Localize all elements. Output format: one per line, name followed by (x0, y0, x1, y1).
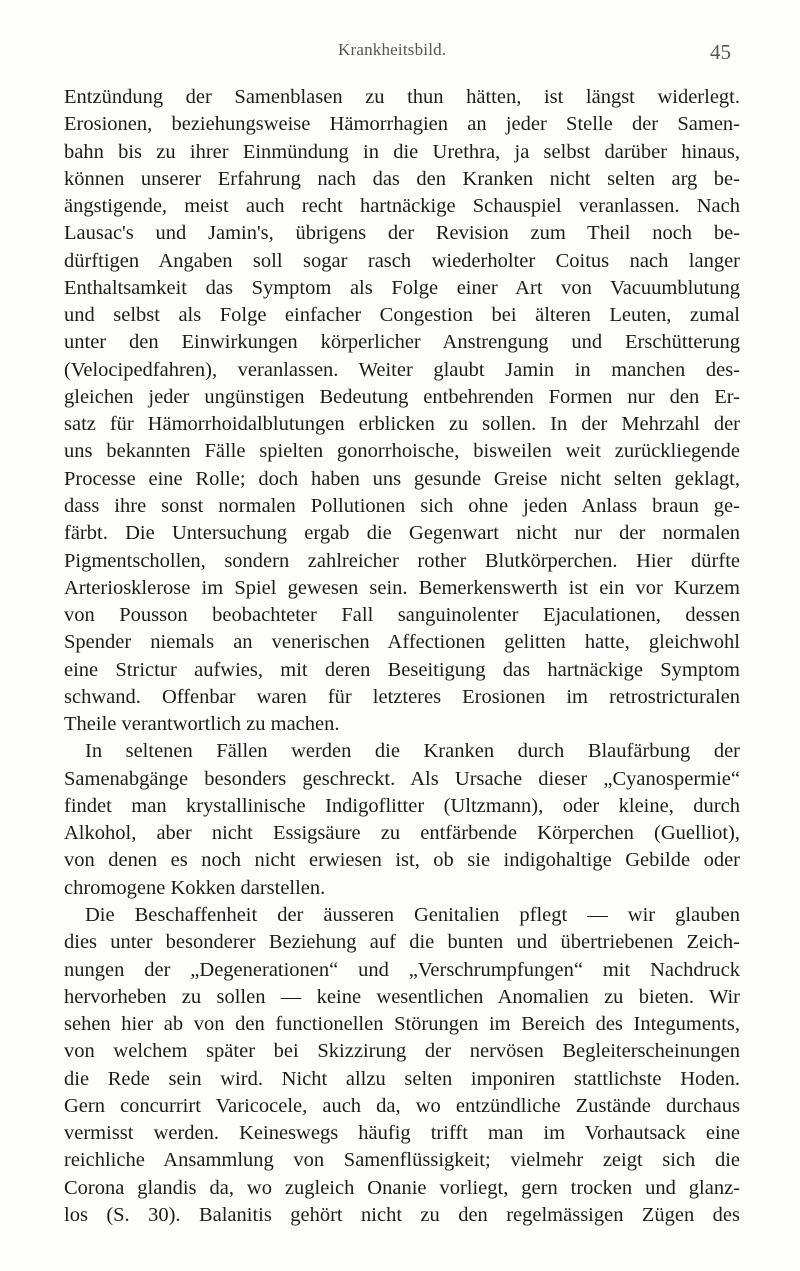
text-line: Samenabgänge besonders geschreckt. Als Ursache dieser „Cyanospermie“ (64, 767, 740, 790)
text-line: Entzündung der Samenblasen zu thun hätten, ist längst widerlegt. (64, 86, 740, 108)
text-line: Erosionen, beziehungsweise Hämorrhagien an jeder Stelle der Samen- (64, 113, 740, 136)
text-line: die Rede sein wird. Nicht allzu selten imponiren stattlichste Hoden. (64, 1067, 740, 1090)
text-line: Gern concurrirt Varicocele, auch da, wo entzündliche Zustände durchaus (64, 1094, 740, 1117)
text-line: Die Beschaffenheit der äusseren Genitalien pflegt — wir glauben (85, 903, 740, 926)
text-line: Spender niemals an venerischen Affectionen gelitten hatte, gleichwohl (64, 631, 740, 654)
text-line: eine Strictur aufwies, mit deren Beseitigung das hartnäckige Symptom (64, 658, 740, 681)
body-text (64, 84, 740, 1229)
text-line: ängstigende, meist auch recht hartnäckige Schauspiel veranlassen. Nach (64, 195, 740, 218)
text-line: Lausac's und Jamin's, übrigens der Revision zum Theil noch be- (64, 222, 740, 245)
text-line: sehen hier ab von den functionellen Störungen im Bereich des Integuments, (64, 1013, 740, 1036)
text-line: schwand. Offenbar waren für letzteres Erosionen im retrostricturalen (64, 685, 740, 708)
text-line: von welchem später bei Skizzirung der nervösen Begleiterscheinungen (64, 1040, 740, 1063)
text-line: findet man krystallinische Indigoflitter (Ultzmann), oder kleine, durch (64, 794, 740, 817)
text-line: dass ihre sonst normalen Pollutionen sich ohne jeden Anlass braun ge- (64, 494, 740, 517)
text-line: los (S. 30). Balanitis gehört nicht zu den regelmässigen Zügen des (64, 1203, 740, 1226)
text-line: In seltenen Fällen werden die Kranken durch Blaufärbung der (85, 740, 740, 763)
text-line: Theile verantwortlich zu machen. (64, 713, 340, 736)
running-head: Krankheitsbild. (338, 40, 447, 59)
text-line: von Pousson beobachteter Fall sanguinolenter Ejaculationen, dessen (64, 604, 740, 627)
text-line: Enthaltsamkeit das Symptom als Folge einer Art von Vacuumblutung (64, 276, 740, 299)
text-line: satz für Hämorrhoidalblutungen erblicken zu sollen. In der Mehrzahl der (64, 413, 740, 436)
text-line: von denen es noch nicht erwiesen ist, ob sie indigohaltige Gebilde oder (64, 849, 740, 872)
text-line: uns bekannten Fälle spielten gonorrhoische, bisweilen weit zurückliegende (64, 440, 740, 463)
text-line: dürftigen Angaben soll sogar rasch wiederholter Coitus nach langer (64, 249, 740, 272)
text-line: gleichen jeder ungünstigen Bedeutung entbehrenden Formen nur den Er- (64, 385, 740, 408)
text-line: reichliche Ansammlung von Samenflüssigkeit; vielmehr zeigt sich die (64, 1149, 740, 1172)
text-line: nungen der „Degenerationen“ und „Verschrumpfungen“ mit Nachdruck (64, 958, 740, 981)
text-line: färbt. Die Untersuchung ergab die Gegenwart nicht nur der normalen (64, 522, 740, 545)
text-line: Alkohol, aber nicht Essigsäure zu entfärbende Körperchen (Guelliot), (64, 822, 740, 845)
text-line: und selbst als Folge einfacher Congestion bei älteren Leuten, zumal (64, 304, 740, 327)
text-line: Pigmentschollen, sondern zahlreicher rother Blutkörperchen. Hier dürfte (64, 549, 740, 572)
text-line: Arteriosklerose im Spiel gewesen sein. Bemerkenswerth ist ein vor Kurzem (64, 576, 740, 599)
text-line: bahn bis zu ihrer Einmündung in die Urethra, ja selbst darüber hinaus, (64, 140, 740, 163)
text-line: dies unter besonderer Beziehung auf die bunten und übertriebenen Zeich- (64, 931, 740, 954)
text-line: Processe eine Rolle; doch haben uns gesunde Greise nicht selten geklagt, (64, 467, 740, 490)
text-line: chromogene Kokken darstellen. (64, 876, 326, 899)
text-line: (Velocipedfahren), veranlassen. Weiter glaubt Jamin in manchen des- (64, 358, 740, 381)
text-line: unter den Einwirkungen körperlicher Anstrengung und Erschütterung (64, 331, 740, 354)
text-line: Corona glandis da, wo zugleich Onanie vorliegt, gern trocken und glanz- (64, 1176, 740, 1199)
text-line: hervorheben zu sollen — keine wesentlichen Anomalien zu bieten. Wir (64, 985, 740, 1008)
text-line: können unserer Erfahrung nach das den Kranken nicht selten arg be- (64, 167, 740, 190)
page-number: 45 (710, 40, 731, 64)
text-line: vermisst werden. Keineswegs häufig trifft man im Vorhautsack eine (64, 1122, 740, 1145)
